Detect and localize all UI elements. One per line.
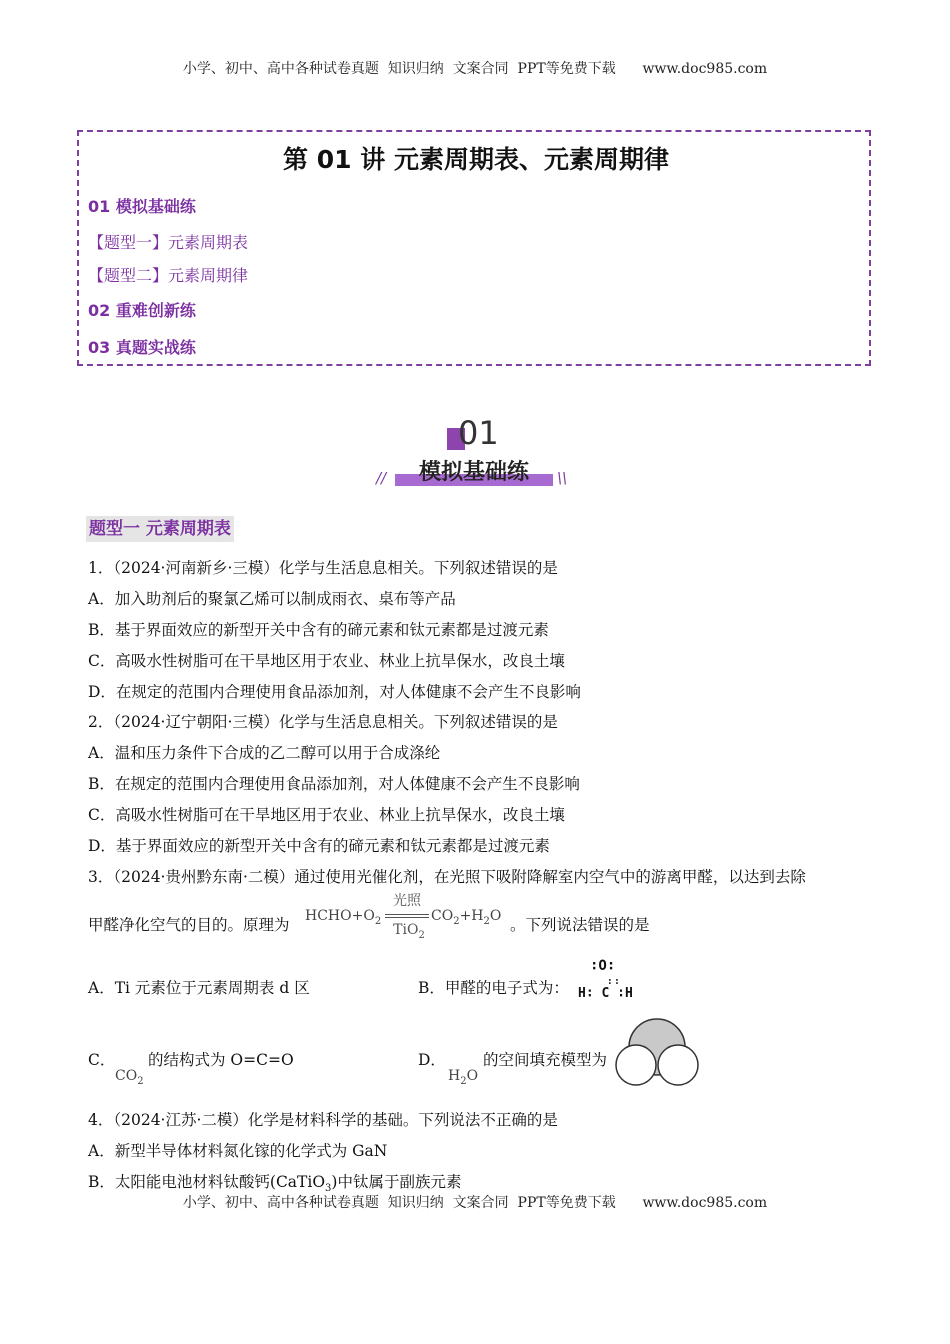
lewis-oxygen: ∶O∶ — [590, 958, 616, 974]
q4-option-a: A．新型半导体材料氮化镓的化学式为 GaN — [88, 1142, 388, 1160]
lecture-title: 第 01 讲 元素周期表、元素周期律 — [283, 145, 669, 174]
toc-item-type-one[interactable]: 【题型一】元素周期表 — [88, 233, 249, 252]
q4-option-b-sub: 3 — [325, 1183, 332, 1195]
table-of-contents — [77, 130, 871, 366]
section-left-mark: // — [376, 469, 387, 487]
q3-option-d-label: D． — [418, 1051, 446, 1069]
q3-stem: 3．（2024·贵州黔东南·二模）通过使用光催化剂，在光照下吸附降解室内空气中的游离甲醛，以达到去除 — [88, 868, 806, 886]
formula-condition-top: 光照 — [393, 893, 421, 909]
formula-sub: 2 — [453, 915, 460, 927]
formula-product-h: +H — [459, 908, 484, 924]
q3-option-c: 的结构式为 O=C=O — [148, 1051, 294, 1069]
q3-option-d: 的空间填充模型为 — [483, 1051, 608, 1069]
formula-sub: 2 — [418, 929, 425, 941]
q4-option-b-post: )中钛属于副族元素 — [331, 1173, 462, 1191]
q3-reaction-formula — [305, 890, 505, 946]
formula-sub: 2 — [483, 915, 490, 927]
q3-option-d-molecule-o: O — [466, 1068, 479, 1084]
hydrogen-sphere-right — [658, 1045, 698, 1085]
section-number: 01 — [458, 414, 499, 452]
q3-option-b: B．甲醛的电子式为： — [418, 979, 569, 997]
q2-option-a: A．温和压力条件下合成的乙二醇可以用于合成涤纶 — [88, 744, 441, 762]
formula-arrow-line-2 — [385, 917, 429, 918]
q3-stem-line2-post: 。下列说法错误的是 — [510, 916, 650, 934]
formula-reactants: HCHO+O — [305, 908, 375, 924]
q3-option-a: A．Ti 元素位于元素周期表 d 区 — [88, 979, 310, 997]
toc-item-hard-practice[interactable]: 02 重难创新练 — [88, 301, 196, 320]
formula-condition-bottom: TiO — [393, 922, 419, 938]
q1-option-c: C．高吸水性树脂可在干旱地区用于农业、林业上抗旱保水，改良土壤 — [88, 652, 565, 670]
q2-option-d: D．基于界面效应的新型开关中含有的碲元素和钛元素都是过渡元素 — [88, 837, 550, 855]
q4-option-b-pre: B．太阳能电池材料钛酸钙(CaTiO — [88, 1173, 326, 1191]
q2-option-b: B．在规定的范围内合理使用食品添加剂，对人体健康不会产生不良影响 — [88, 775, 580, 793]
formula-product-co: CO — [431, 908, 454, 924]
hydrogen-sphere-left — [616, 1045, 656, 1085]
q3-option-d-molecule-h: H — [448, 1068, 461, 1084]
toc-item-real-exam[interactable]: 03 真题实战练 — [88, 338, 196, 357]
formula-sub: 2 — [137, 1075, 144, 1087]
page-footer: 小学、初中、高中各种试卷真题 知识归纳 文案合同 PPT等免费下载 www.doc985.com — [182, 1195, 768, 1211]
section-right-mark: \\ — [557, 469, 568, 487]
q3-option-c-label: C． — [88, 1051, 116, 1069]
toc-item-basic-practice[interactable]: 01 模拟基础练 — [88, 197, 196, 216]
toc-item-type-two[interactable]: 【题型二】元素周期律 — [88, 266, 249, 285]
q1-option-b: B．基于界面效应的新型开关中含有的碲元素和钛元素都是过渡元素 — [88, 621, 549, 639]
q3-option-c-molecule: CO — [115, 1068, 138, 1084]
q3-stem-line2-pre: 甲醛净化空气的目的。原理为 — [88, 916, 290, 934]
lewis-bond-dots: : : — [608, 976, 619, 987]
formula-arrow-line — [385, 914, 429, 915]
q2-option-c: C．高吸水性树脂可在干旱地区用于农业、林业上抗旱保水，改良土壤 — [88, 806, 565, 824]
question-type-header: 题型一 元素周期表 — [86, 516, 234, 542]
lewis-carbon-row: H∶ C ∶H — [578, 986, 633, 1001]
water-space-filling-model — [614, 1017, 700, 1089]
q1-stem: 1．（2024·河南新乡·三模）化学与生活息息相关。下列叙述错误的是 — [88, 559, 558, 577]
formula-sub: 2 — [374, 915, 382, 927]
formula-sub: 2 — [460, 1075, 467, 1087]
formula-product-o: O — [489, 908, 502, 924]
formaldehyde-electron-formula — [578, 958, 638, 1008]
q1-option-a: A．加入助剂后的聚氯乙烯可以制成雨衣、桌布等产品 — [88, 590, 456, 608]
section-title: 模拟基础练 — [418, 460, 529, 485]
q4-stem: 4．（2024·江苏·二模）化学是材料科学的基础。下列说法不正确的是 — [88, 1111, 558, 1129]
page-header: 小学、初中、高中各种试卷真题 知识归纳 文案合同 PPT等免费下载 www.doc985.com — [182, 61, 768, 77]
q2-stem: 2．（2024·辽宁朝阳·三模）化学与生活息息相关。下列叙述错误的是 — [88, 713, 558, 731]
q1-option-d: D．在规定的范围内合理使用食品添加剂，对人体健康不会产生不良影响 — [88, 683, 581, 701]
